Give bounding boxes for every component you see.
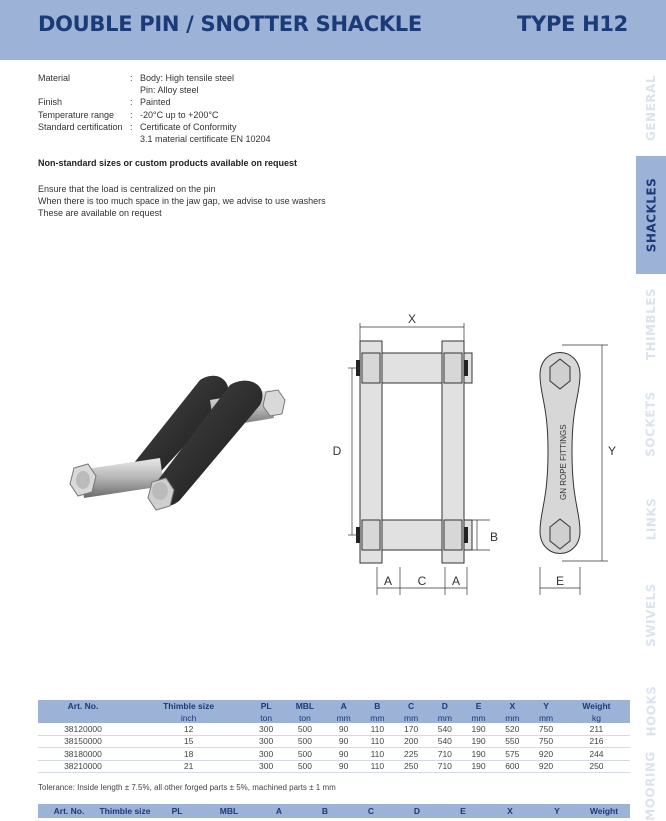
col-header: PL (249, 700, 283, 712)
technical-drawing (322, 305, 622, 605)
col-header: D (428, 700, 462, 712)
page-header (0, 0, 666, 60)
unit: ton (249, 712, 283, 723)
unit: mm (428, 712, 462, 723)
spec-value: Pin: Alloy steel (140, 85, 199, 96)
col-header: A (327, 700, 361, 712)
spec-value: Certificate of Conformity (140, 121, 237, 132)
product-spec-table (38, 700, 630, 773)
spec-label: Standard certification (38, 121, 123, 132)
col-header: Weight (563, 700, 630, 712)
next-table-header: Art. No. Thimble size PL MBL A B C D E X Y Weight (38, 804, 630, 818)
col-header: Art. No. (38, 700, 128, 712)
unit: mm (327, 712, 361, 723)
spec-value: Body: High tensile steel (140, 73, 235, 83)
tab-links[interactable]: LINKS (644, 497, 659, 541)
table-units-row (38, 712, 630, 723)
table-header-row (38, 700, 630, 712)
table-row: 38150000 15 300 500 90 110 200 540 190 550 750 216 (38, 735, 630, 748)
note-line: When there is too much space in the jaw gap, we advise to use washers (38, 196, 326, 207)
unit: mm (394, 712, 428, 723)
tab-general[interactable]: GENERAL (644, 74, 658, 141)
spec-label: Temperature range (38, 109, 115, 120)
dim-y: Y (607, 444, 617, 458)
spec-value: Painted (140, 97, 171, 108)
col-header: Y (529, 700, 563, 712)
plate-marking: GN ROPE FITTINGS (559, 424, 568, 500)
unit: mm (361, 712, 395, 723)
dim-c: C (417, 574, 427, 588)
table-row: 38120000 12 300 500 90 110 170 540 190 520 750 211 (38, 723, 630, 735)
unit: inch (128, 712, 249, 723)
dim-x: X (407, 312, 417, 326)
dim-a: A (383, 574, 393, 588)
col-header: C (394, 700, 428, 712)
table-row: 38210000 21 300 500 90 110 250 710 190 600 920 250 (38, 760, 630, 773)
unit: mm (529, 712, 563, 723)
spec-value: -20°C up to +200°C (140, 109, 219, 120)
usage-notes (38, 183, 326, 220)
table-row: 38180000 18 300 500 90 110 225 710 190 575 920 244 (38, 748, 630, 761)
unit: ton (283, 712, 327, 723)
tab-swivels[interactable]: SWIVELS (644, 583, 658, 647)
dim-a: A (451, 574, 461, 588)
tab-sockets[interactable]: SOCKETS (644, 391, 659, 457)
shackle-photo (60, 360, 300, 530)
note-line: Ensure that the load is centralized on the pin (38, 184, 216, 194)
col-header: Thimble size (128, 700, 249, 712)
tab-mooring[interactable]: MOORING (644, 751, 659, 821)
tab-thimbles[interactable]: THIMBLES (644, 287, 658, 361)
note-line: These are available on request (38, 208, 162, 219)
product-type: TYPE H12 (517, 12, 628, 36)
page-title: DOUBLE PIN / SNOTTER SHACKLE (38, 12, 422, 36)
col-header: E (462, 700, 496, 712)
nonstandard-note: Non-standard sizes or custom products available on request (38, 158, 298, 168)
spec-value: 3.1 material certificate EN 10204 (140, 133, 271, 144)
tolerance-note: Tolerance: Inside length ± 7.5%, all other forged parts ± 5%, machined parts ± 1 mm (38, 783, 336, 792)
tab-hooks[interactable]: HOOKS (644, 685, 659, 737)
category-tabs (636, 60, 666, 821)
col-header: B (361, 700, 395, 712)
spec-label: Material (38, 73, 71, 83)
dim-b: B (489, 530, 499, 544)
unit: mm (462, 712, 496, 723)
unit (38, 712, 128, 723)
dim-e: E (555, 574, 565, 588)
col-header: MBL (283, 700, 327, 712)
spec-label: Finish (38, 97, 63, 108)
unit: kg (563, 712, 630, 723)
col-header: X (495, 700, 529, 712)
dim-d: D (332, 444, 342, 458)
tab-shackles[interactable]: SHACKLES (636, 156, 666, 274)
unit: mm (495, 712, 529, 723)
